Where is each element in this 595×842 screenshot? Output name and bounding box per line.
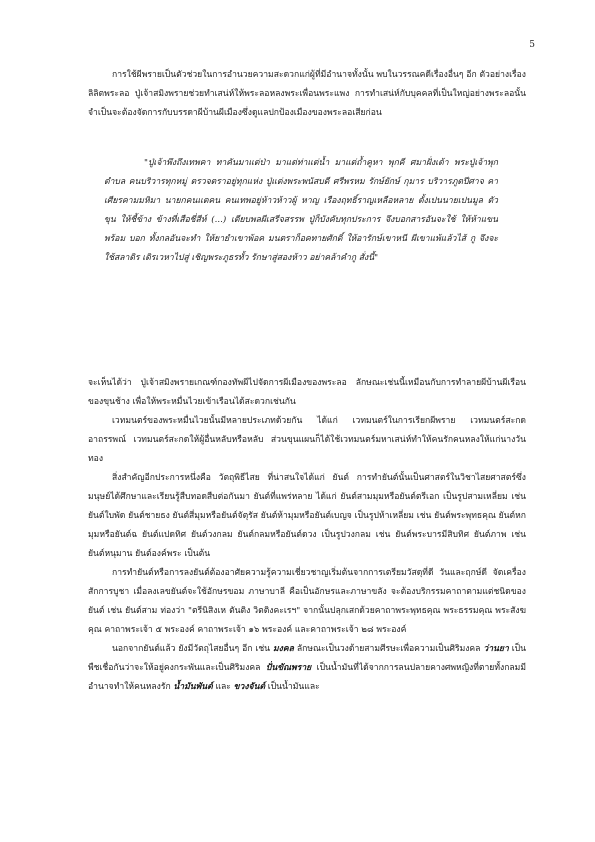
paragraph-yantra-making: การทำยันต์หรือการลงยันต์ต้องอาศัยความรู้ความเชี่ยวชาญเริ่มต้นจากการเตรียมวัสดุที่ดี วันและฤกษ์ดี จัดเครื่องสักการบูชา เมื่อลงเลขยันต์จะใช้อักษรขอม ภาษาบาลี คือเป็นอักษรและภาษาขลัง จะต้องบริกรรมคาถาตามแต่ชนิดของยันต์ เช่น ยันต์สาม ท่องว่า "ตรีนิสิงเห ตันติง วิตติงคะเรฯ" จากนั้นปลุกเสกด้วยคาถาพระพุทธคุณ พระธรรมคุณ พระสังฆคุณ คาถาพระเจ้า ๕ พระองค์ คาถาพระเจ้า ๑๖ พระองค์ และคาถาพระเจ้า ๒๘ พระองค์	[88, 568, 526, 635]
paragraph-yantra-types: สิ่งสำคัญอีกประการหนึ่งคือ วัตถุพิธีไสย ที่น่าสนใจได้แก่ ยันต์ การทำยันต์นั้นเป็นศาสตร์ในวิชาไสยศาสตร์ซึ่งมนุษย์ได้ศึกษาและเรียนรู้สืบทอดสืบต่อกันมา ยันต์ที่แพร่หลาย ได้แก่ ยันต์สามมุมหรือยันต์ตรีเอก เป็นรูปสามเหลี่ยม เช่น ยันต์ใบพัด ยันต์ชายธง ยันต์สี่มุมหรือยันต์จัตุรัส ยันต์ห้ามุมหรือยันต์เบญจ เป็นรูปห้าเหลี่ยม เช่น ยันต์พระพุทธคุณ ยันต์หกมุมหรือยันต์ฉ ยันต์แปดทิศ ยันต์วงกลม ยันต์กลมหรือยันต์ดวง เป็นรูปวงกลม เช่น ยันต์พระบารมีสิบทิศ ยันต์ภาพ เช่น ยันต์หนุมาน ยันต์องค์พระ เป็นต้น	[88, 473, 526, 559]
text-run: นอกจากยันต์แล้ว ยังมีวัตถุไสยอื่นๆ อีก เช่น	[112, 644, 274, 654]
term-wan-ya: ว่านยา	[483, 644, 509, 654]
intro-section	[88, 66, 526, 123]
paragraph-other-amulets	[88, 640, 526, 697]
text-run: เป็นน้ำมันและ	[265, 682, 320, 692]
term-oil-one: ปั่นขัณพราย	[265, 663, 312, 673]
page-number: 5	[529, 40, 535, 50]
text-run: เป็นพืชเชื่อกันว่าจะให้อยู่คงกระพันและเป็นศิริมงคล	[88, 644, 527, 673]
paragraph-ghost-army: จะเห็นได้ว่า ปู่เจ้าสมิงพรายเกณฑ์กองทัพผีไปจัดการผีเมืองของพระลอ ลักษณะเช่นนี้เหมือนกับการทำลายผีบ้านผีเรือนของขุนช้าง เพื่อให้พระหมื่นไวยเข้าเรือนได้สะดวกเช่นกัน	[88, 378, 526, 407]
verse-quotation: "ปู่เจ้าพึงถึงเทพคา ทาคันมาแต่ป่า มาแต่ท่าแต่น้ำ มาแต่ถ้ำคูหา พุกคี ศมาฝั่งเต้า พระปู่เจ้าพุกตำบล คนบริวารทุกหมู่ ตรวจตราอยู่ทุกแห่ง ปู่แต่งพระพนัสบดี ศรีพรหม รักษ์ยักษ์ กุมาร บริวารภูตปีศาจ คาเศียรคามมหิมา นายกคนแตคน คนเทพอยู่ห้าวห้าวผู้ หาญ เรืองฤทธิ์ราญเหลือหลาย ตั้งเปนนายเปนมูล ตัวขุน ให้ชี้ข้าง ข้างที่เสือชี่สีห์ (...) เตียบพลผีเสรีจสรรพ ปู่ก็บังคับทุกประการ จึงบอกสารอันจะใช้ ให้ห้าแขนพร้อม บอก ทั้งกลอันจะทำ ให้ยายำเขาพ้อค มนตราก็อคทายศักดิ์ ให้อารักษ์เขาหนี ผีเขาแพ้แล้วไส้ กู จึงจะใช้สลาดิร เดิรเวหาไปสู่ เชิญพระภูธรทั้ว รักษาสู่สองห้าว อย่าคล้าคำกู สั่งนี้"	[104, 158, 498, 263]
term-oil-two: น้ำมันพันต์	[173, 682, 213, 692]
term-mongkhon: มงคล	[273, 644, 294, 654]
body-section	[88, 374, 526, 697]
paragraph-samingprai-phralo: การใช้ผีพรายเป็นตัวช่วยในการอำนวยความสะดวกแก่ผู้ที่มีอำนาจทั้งนั้น พบในวรรณคดีเรื่องอื่นๆ อีก ตัวอย่างเรื่อง ลิลิตพระลอ ปู่เจ้าสมิงพรายช่วยทำเสน่ห์ให้พระลอหลงพระเพื่อนพระแพง การทำเสน่ห์กับบุคคลที่เป็นใหญ่อย่างพระลอนั้นจำเป็นจะต้องจัดการกับบรรดาผีบ้านผีเมืองซึ่งดูแลปกป้องเมืองของพระลอเสียก่อน	[88, 70, 526, 118]
text-run: ลักษณะเป็นวงด้ายสามศีรษะเพื่อความเป็นศิริมงคล	[293, 644, 484, 654]
paragraph-incantations: เวทมนตร์ของพระหมื่นไวยนั้นมีหลายประเภทด้วยกัน ได้แก่ เวทมนตร์ในการเรียกผีพราย เวทมนตร์สะกดอาถรรพณ์ เวทมนตร์สะกดให้ผู้อื่นหลับหรือหลับ ส่วนขุนแผนก็ได้ใช้เวทมนตร์มหาเสน่ห์ทำให้คนรักคนหลงให้แก่นางวันทอง	[88, 416, 526, 464]
text-run: และ	[212, 682, 234, 692]
text-run: เป็นน้ำมันที่ได้จากการลนปลายคางศพหญิงที่ตายทั้งกลมมีอำนาจทำให้คนหลงรัก	[88, 663, 526, 692]
term-oil-three: ขวงจันต์	[233, 682, 266, 692]
